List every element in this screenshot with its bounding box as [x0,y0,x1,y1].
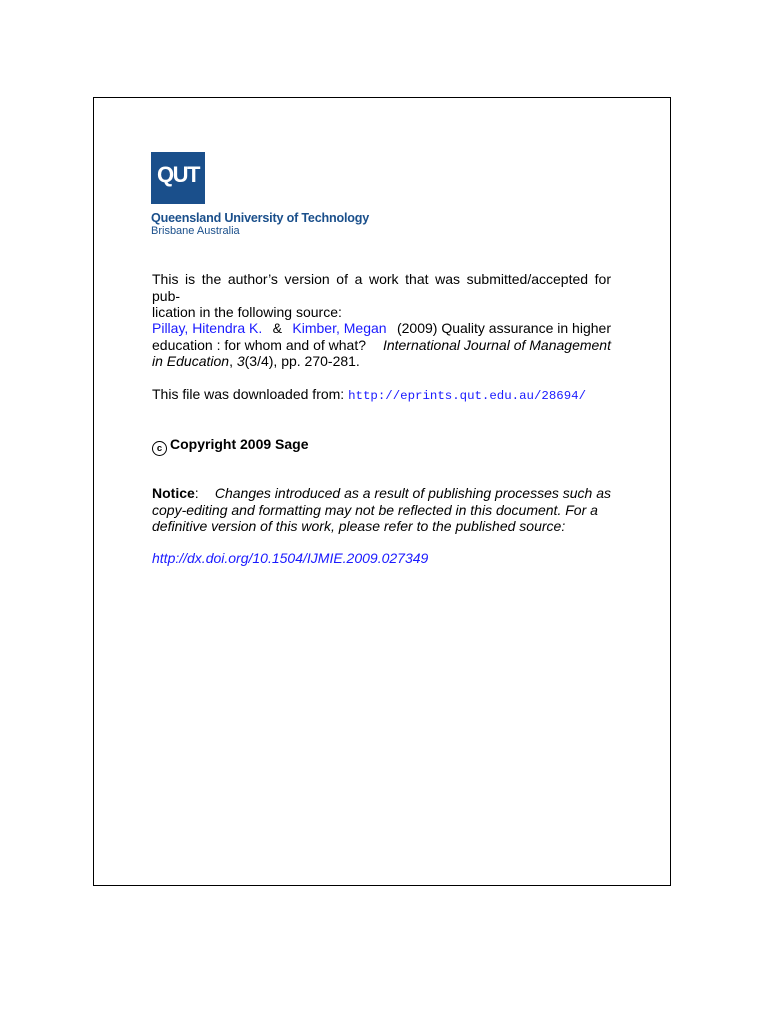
citation-title-end: education : for whom and of what? [152,336,367,353]
copyright-line [152,436,611,456]
university-location: Brisbane Australia [151,225,240,237]
intro-paragraph [152,271,611,321]
notice-paragraph: Notice: Changes introduced as a result of publishing processes such as copy-editing and formatting may not be reflected in this document. For a definitive version of this work, please refer to the published source: [152,485,611,534]
journal-name-2: in Education [152,353,230,369]
doi-link[interactable]: http://dx.doi.org/10.1504/IJMIE.2009.027349 [152,550,429,566]
download-label: This file was downloaded from: [152,386,345,402]
intro-line-2: lication in the following source: [152,304,342,320]
journal-volume: 3 [236,353,245,369]
download-line [152,386,611,405]
author-link-kimber[interactable]: Kimber, Megan [292,320,387,336]
intro-line-1: This is the author’s version of a work that was submitted/accepted for pub- [152,271,611,304]
copyright-icon: c [152,441,167,456]
qut-logo [151,152,205,204]
university-name: Queensland University of Technology [151,211,370,225]
journal-name-1: International Journal of Management [382,336,611,353]
author-link-pillay[interactable]: Pillay, Hitendra K. [152,320,263,336]
notice-line-2: copy-editing and formatting may not be reflected in this document. For a [152,501,598,518]
notice-label: Notice [152,485,195,501]
citation-paragraph: Pillay, Hitendra K. & Kimber, Megan (2009) Quality assurance in higher education : for whom and of what? International Journal of Management in Education, 3(3/4), pp. 270-281. [152,320,611,369]
journal-issue-pages: (3/4), pp. 270-281. [244,353,360,369]
notice-line-3: definitive version of this work, please refer to the published source: [152,518,566,534]
citation-amp: & [272,320,282,336]
copyright-text: Copyright 2009 Sage [170,436,309,452]
notice-line-1: Changes introduced as a result of publishing processes such as [214,485,611,501]
logo-mark: QUT [157,162,199,187]
eprints-link[interactable]: http://eprints.qut.edu.au/28694/ [348,389,587,403]
citation-year-title: (2009) Quality assurance in higher [396,320,611,336]
